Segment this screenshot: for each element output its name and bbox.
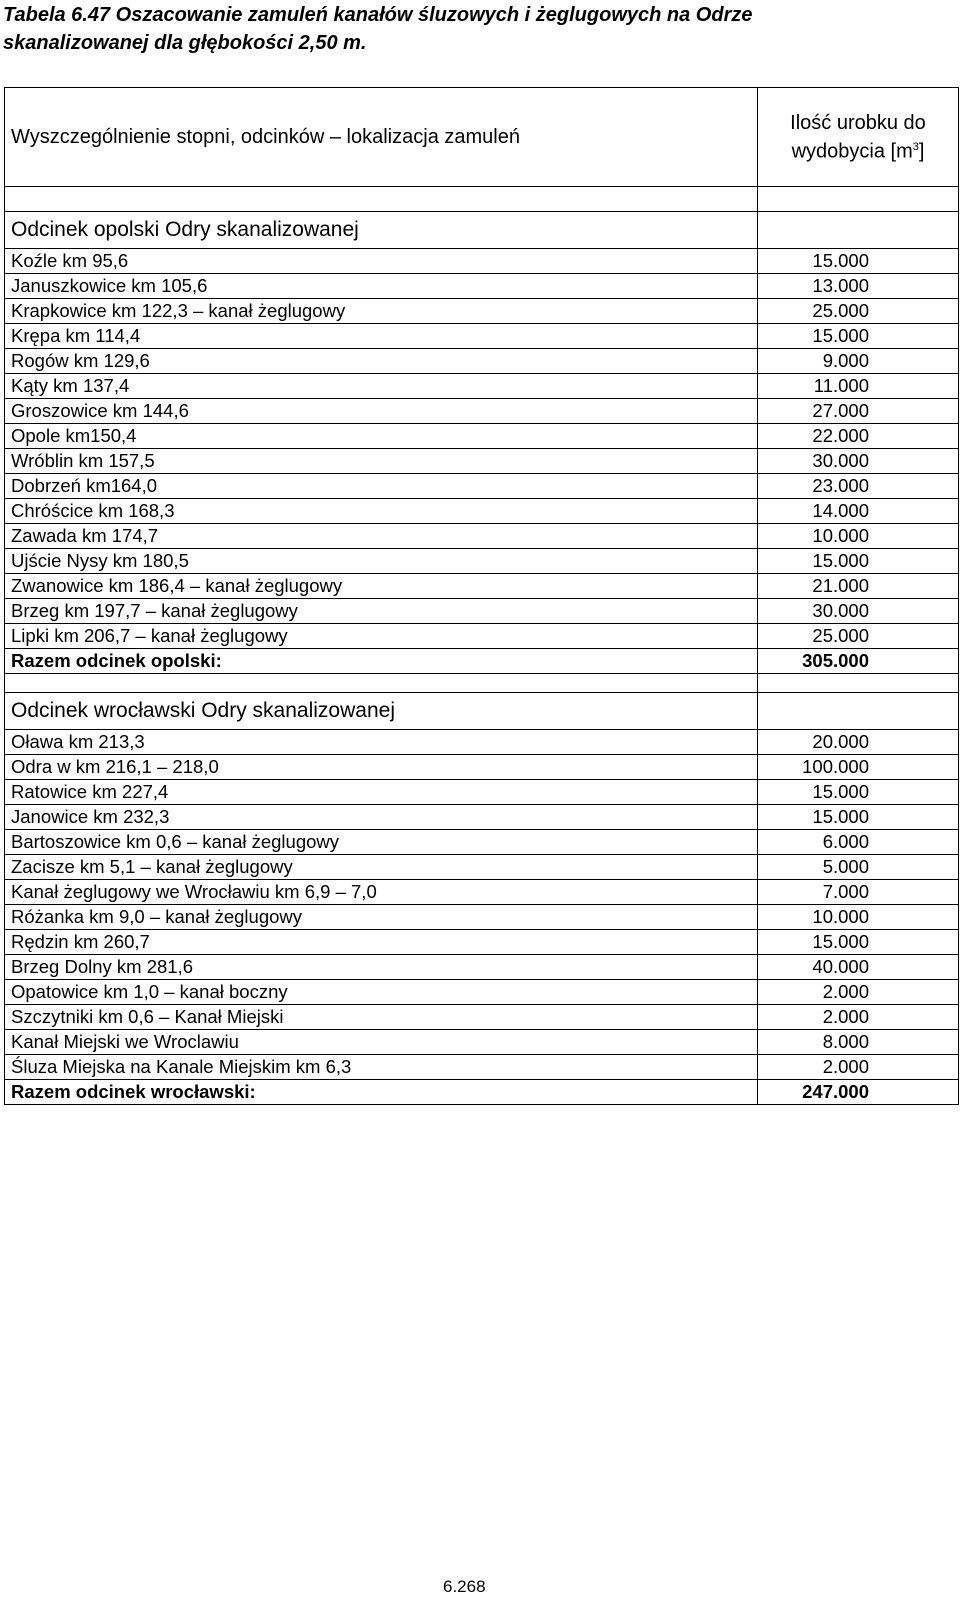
table-row bbox=[5, 830, 959, 855]
opolski-total-label: Razem odcinek opolski: bbox=[5, 649, 758, 674]
table-row bbox=[5, 955, 959, 980]
header-quantity-line1: Ilość urobku do bbox=[790, 111, 926, 134]
table-row bbox=[5, 299, 959, 324]
table-row bbox=[5, 424, 959, 449]
opolski-section-title-empty bbox=[758, 212, 959, 249]
table-row bbox=[5, 399, 959, 424]
opolski-total-value: 305.000 bbox=[758, 649, 959, 674]
table-row bbox=[5, 930, 959, 955]
table-row bbox=[5, 755, 959, 780]
quantity-cell: 7.000 bbox=[758, 880, 959, 905]
location-cell: Januszkowice km 105,6 bbox=[5, 274, 758, 299]
location-cell: Kanał Miejski we Wroclawiu bbox=[5, 1030, 758, 1055]
table-row bbox=[5, 905, 959, 930]
location-cell: Janowice km 232,3 bbox=[5, 805, 758, 830]
opolski-total-row bbox=[5, 649, 959, 674]
table-row bbox=[5, 805, 959, 830]
header-unit-pre: wydobycia [m bbox=[791, 140, 913, 163]
table-row bbox=[5, 499, 959, 524]
table-row bbox=[5, 249, 959, 274]
header-unit-sup: 3 bbox=[912, 140, 919, 153]
location-cell: Ujście Nysy km 180,5 bbox=[5, 549, 758, 574]
wroclawski-section-title-empty bbox=[758, 693, 959, 730]
wroclawski-section-title-row bbox=[5, 693, 959, 730]
quantity-cell: 15.000 bbox=[758, 780, 959, 805]
wroclawski-total-row bbox=[5, 1080, 959, 1105]
table-row bbox=[5, 349, 959, 374]
location-cell: Szczytniki km 0,6 – Kanał Miejski bbox=[5, 1005, 758, 1030]
quantity-cell: 15.000 bbox=[758, 805, 959, 830]
location-cell: Brzeg km 197,7 – kanał żeglugowy bbox=[5, 599, 758, 624]
quantity-cell: 10.000 bbox=[758, 905, 959, 930]
quantity-cell: 2.000 bbox=[758, 980, 959, 1005]
quantity-cell: 6.000 bbox=[758, 830, 959, 855]
location-cell: Odra w km 216,1 – 218,0 bbox=[5, 755, 758, 780]
location-cell: Kanał żeglugowy we Wrocławiu km 6,9 – 7,0 bbox=[5, 880, 758, 905]
location-cell: Dobrzeń km164,0 bbox=[5, 474, 758, 499]
quantity-cell: 2.000 bbox=[758, 1055, 959, 1080]
table-row bbox=[5, 324, 959, 349]
table-row bbox=[5, 549, 959, 574]
quantity-cell: 27.000 bbox=[758, 399, 959, 424]
table-row bbox=[5, 474, 959, 499]
header-location bbox=[5, 88, 758, 187]
location-cell: Groszowice km 144,6 bbox=[5, 399, 758, 424]
location-cell: Zawada km 174,7 bbox=[5, 524, 758, 549]
quantity-cell: 13.000 bbox=[758, 274, 959, 299]
header-quantity-line2 bbox=[764, 135, 952, 164]
header-quantity bbox=[758, 88, 959, 187]
location-cell: Bartoszowice km 0,6 – kanał żeglugowy bbox=[5, 830, 758, 855]
table-row bbox=[5, 524, 959, 549]
table-row bbox=[5, 574, 959, 599]
location-cell: Opatowice km 1,0 – kanał boczny bbox=[5, 980, 758, 1005]
location-cell: Chróścice km 168,3 bbox=[5, 499, 758, 524]
caption-line-1: Tabela 6.47 Oszacowanie zamuleń kanałów śluzowych i żeglugowych na Odrze bbox=[3, 4, 753, 26]
location-cell: Zacisze km 5,1 – kanał żeglugowy bbox=[5, 855, 758, 880]
header-location-label: Wyszczególnienie stopni, odcinków – lokalizacja zamuleń bbox=[11, 125, 520, 148]
quantity-cell: 11.000 bbox=[758, 374, 959, 399]
quantity-cell: 14.000 bbox=[758, 499, 959, 524]
table-row bbox=[5, 1055, 959, 1080]
location-cell: Krapkowice km 122,3 – kanał żeglugowy bbox=[5, 299, 758, 324]
quantity-cell: 15.000 bbox=[758, 249, 959, 274]
location-cell: Koźle km 95,6 bbox=[5, 249, 758, 274]
spacer-row bbox=[5, 187, 959, 212]
quantity-cell: 30.000 bbox=[758, 599, 959, 624]
quantity-cell: 100.000 bbox=[758, 755, 959, 780]
quantity-cell: 23.000 bbox=[758, 474, 959, 499]
location-cell: Oława km 213,3 bbox=[5, 730, 758, 755]
quantity-cell: 8.000 bbox=[758, 1030, 959, 1055]
location-cell: Różanka km 9,0 – kanał żeglugowy bbox=[5, 905, 758, 930]
location-cell: Rogów km 129,6 bbox=[5, 349, 758, 374]
location-cell: Śluza Miejska na Kanale Miejskim km 6,3 bbox=[5, 1055, 758, 1080]
quantity-cell: 5.000 bbox=[758, 855, 959, 880]
opolski-section-title: Odcinek opolski Odry skanalizowanej bbox=[5, 212, 758, 249]
quantity-cell: 40.000 bbox=[758, 955, 959, 980]
table-row bbox=[5, 599, 959, 624]
quantity-cell: 22.000 bbox=[758, 424, 959, 449]
quantity-cell: 30.000 bbox=[758, 449, 959, 474]
table-row bbox=[5, 780, 959, 805]
table-row bbox=[5, 624, 959, 649]
location-cell: Lipki km 206,7 – kanał żeglugowy bbox=[5, 624, 758, 649]
table-row bbox=[5, 274, 959, 299]
quantity-cell: 15.000 bbox=[758, 930, 959, 955]
spacer-row bbox=[5, 674, 959, 693]
header-unit-post: ] bbox=[918, 140, 925, 163]
table-row bbox=[5, 1005, 959, 1030]
page-number: 6.268 bbox=[443, 1577, 486, 1596]
location-cell: Opole km150,4 bbox=[5, 424, 758, 449]
quantity-cell: 15.000 bbox=[758, 324, 959, 349]
location-cell: Ratowice km 227,4 bbox=[5, 780, 758, 805]
caption-line-2: skanalizowanej dla głębokości 2,50 m. bbox=[3, 32, 367, 54]
table-row bbox=[5, 374, 959, 399]
table-row bbox=[5, 855, 959, 880]
header-row bbox=[5, 88, 959, 187]
wroclawski-total-label: Razem odcinek wrocławski: bbox=[5, 1080, 758, 1105]
opolski-section-title-row bbox=[5, 212, 959, 249]
table-row bbox=[5, 980, 959, 1005]
location-cell: Brzeg Dolny km 281,6 bbox=[5, 955, 758, 980]
location-cell: Wróblin km 157,5 bbox=[5, 449, 758, 474]
quantity-cell: 2.000 bbox=[758, 1005, 959, 1030]
wroclawski-section-title: Odcinek wrocławski Odry skanalizowanej bbox=[5, 693, 758, 730]
sediment-table bbox=[4, 87, 959, 1105]
wroclawski-total-value: 247.000 bbox=[758, 1080, 959, 1105]
table-row bbox=[5, 449, 959, 474]
quantity-cell: 15.000 bbox=[758, 549, 959, 574]
location-cell: Krępa km 114,4 bbox=[5, 324, 758, 349]
table-row bbox=[5, 730, 959, 755]
quantity-cell: 20.000 bbox=[758, 730, 959, 755]
table-row bbox=[5, 880, 959, 905]
location-cell: Zwanowice km 186,4 – kanał żeglugowy bbox=[5, 574, 758, 599]
table-caption bbox=[3, 1, 943, 57]
location-cell: Kąty km 137,4 bbox=[5, 374, 758, 399]
table-row bbox=[5, 1030, 959, 1055]
quantity-cell: 9.000 bbox=[758, 349, 959, 374]
quantity-cell: 25.000 bbox=[758, 299, 959, 324]
quantity-cell: 10.000 bbox=[758, 524, 959, 549]
quantity-cell: 21.000 bbox=[758, 574, 959, 599]
location-cell: Rędzin km 260,7 bbox=[5, 930, 758, 955]
quantity-cell: 25.000 bbox=[758, 624, 959, 649]
